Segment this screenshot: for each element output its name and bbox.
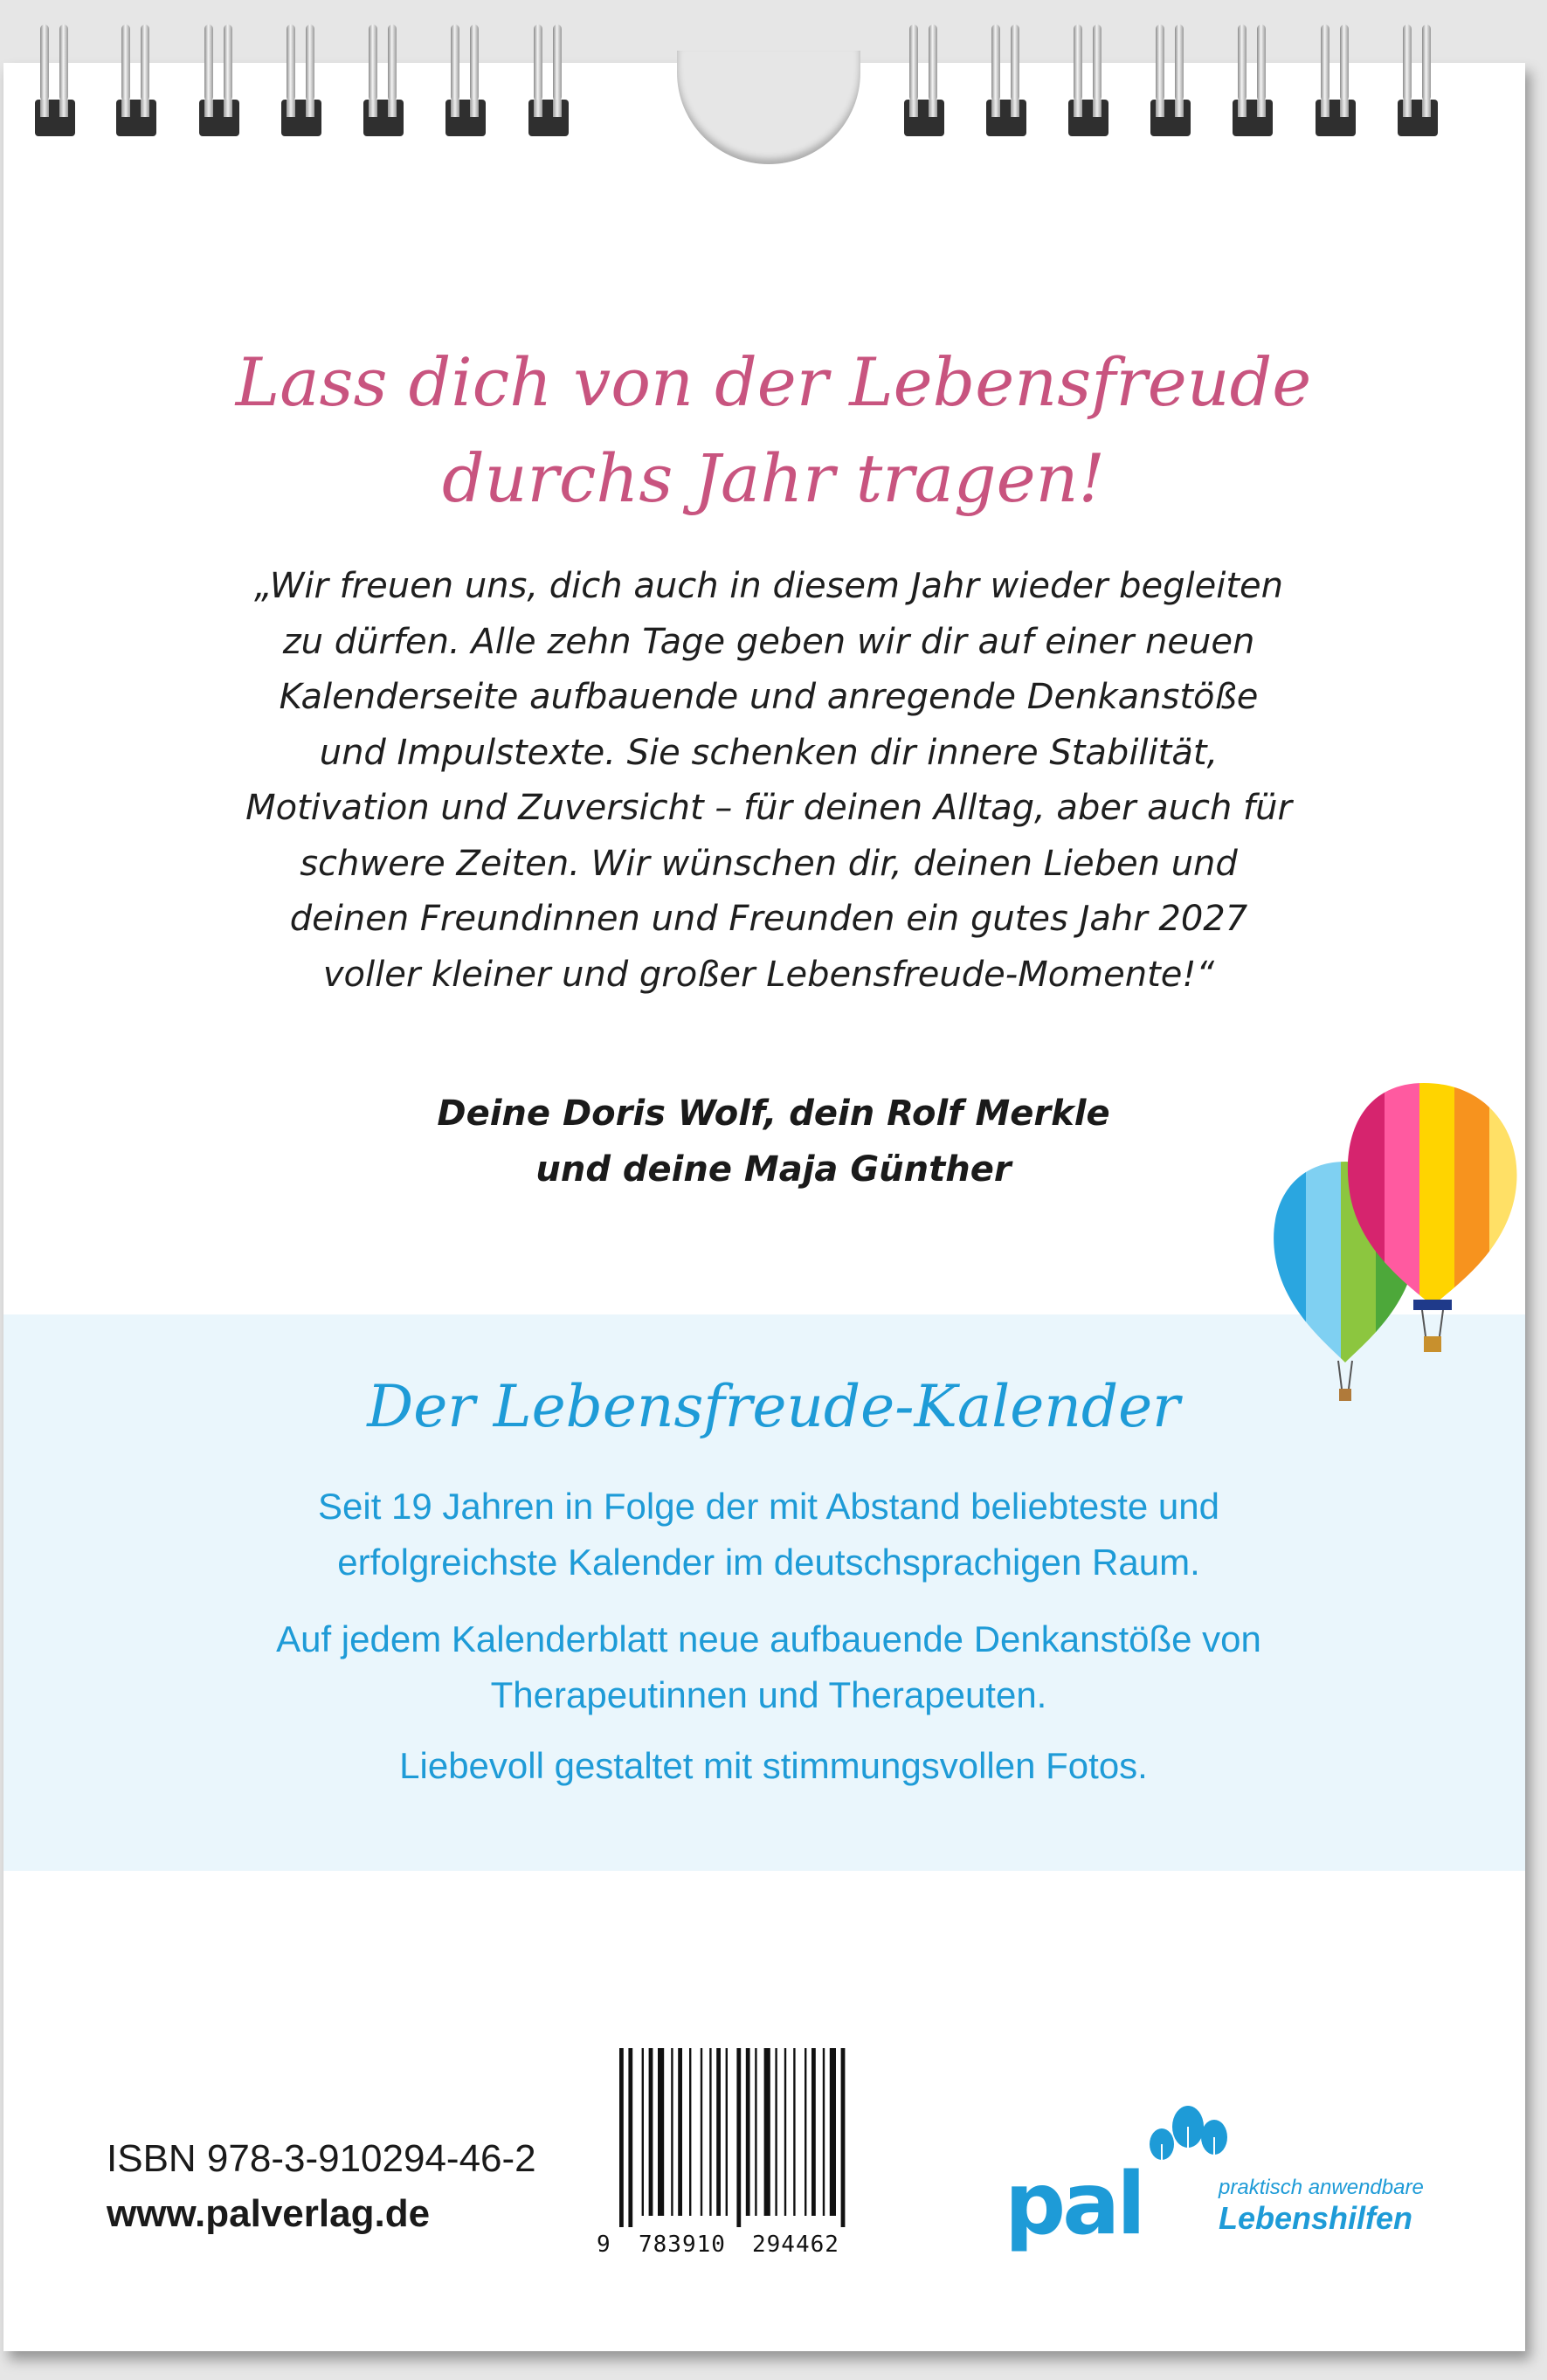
intro-quote: „Wir freuen uns, dich auch in diesem Jahr wieder begleiten zu dürfen. Alle zehn Tage geben wir dir auf einer neuen Kalenderseite aufbauende und anregende Denkanstöße und Impulstexte. Sie schenken dir innere Stabilität, Motivation und Zuversicht – für deinen Alltag, aber auch für schwere Zeiten. Wir wünschen dir, deinen Lieben und deinen Freundinnen und Freunden ein gutes Jahr 2027 voller kleiner und großer Lebensfreude-Momente!“ [245, 566, 1292, 995]
barcode-bar [764, 2048, 770, 2216]
feature-paragraph-3: Liebevoll gestaltet mit stimmungsvollen Fotos. [399, 1745, 1148, 1786]
headline-line-2: durchs Jahr tragen! [441, 439, 1106, 517]
barcode-bar [649, 2048, 653, 2216]
pal-logo [1005, 2101, 1441, 2275]
isbn-number: ISBN 978-3-910294-46-2 [107, 2137, 536, 2180]
barcode-bar [830, 2048, 836, 2216]
barcode-group-1: 783910 [639, 2232, 726, 2258]
barcode-bar [709, 2048, 711, 2216]
barcode-bar [689, 2048, 691, 2216]
feature-paragraph-2: Auf jedem Kalenderblatt neue aufbauende Denkanstöße von Therapeutinnen und Therapeuten. [276, 1618, 1261, 1715]
feature-title: Der Lebensfreude-Kalender [367, 1373, 1180, 1440]
logo-tagline-2: Lebenshilfen [1219, 2200, 1413, 2236]
barcode-lead-digit: 9 [597, 2232, 611, 2258]
barcode-icon [597, 2048, 878, 2271]
headline-line-1: Lass dich von der Lebensfreude [235, 343, 1312, 421]
pal-balloons-logo-icon [1136, 2101, 1240, 2170]
barcode-bar [841, 2048, 846, 2227]
barcode-bar [671, 2048, 673, 2216]
signature-line-1: Deine Doris Wolf, dein Rolf Merkle [437, 1093, 1110, 1134]
spiral-binding-icon [0, 24, 1547, 147]
barcode-bar [755, 2048, 756, 2216]
pal-wordmark: pal [1005, 2155, 1143, 2254]
barcode-bar [678, 2048, 682, 2216]
barcode-bar [736, 2048, 741, 2227]
barcode-bar [658, 2048, 664, 2216]
barcode-bar [619, 2048, 624, 2227]
barcode-bar [701, 2048, 702, 2216]
publisher-website[interactable]: www.palverlag.de [107, 2192, 431, 2235]
barcode-bar [726, 2048, 728, 2216]
barcode-bar [746, 2048, 750, 2216]
barcode-bar [775, 2048, 777, 2216]
barcode-bar [823, 2048, 825, 2216]
barcode-bar [793, 2048, 795, 2216]
logo-tagline-1: praktisch anwendbare [1219, 2176, 1424, 2199]
barcode-group-2: 294462 [752, 2232, 839, 2258]
barcode-bar [642, 2048, 644, 2216]
signature-line-2: und deine Maja Günther [535, 1149, 1012, 1190]
barcode-bar [716, 2048, 721, 2216]
barcode-bar [784, 2048, 786, 2216]
barcode-bar [811, 2048, 816, 2216]
barcode-bar [805, 2048, 806, 2216]
feature-paragraph-1: Seit 19 Jahren in Folge der mit Abstand beliebteste und erfolgreichste Kalender im deutschsprachigen Raum. [318, 1486, 1219, 1583]
barcode-bar [628, 2048, 632, 2227]
